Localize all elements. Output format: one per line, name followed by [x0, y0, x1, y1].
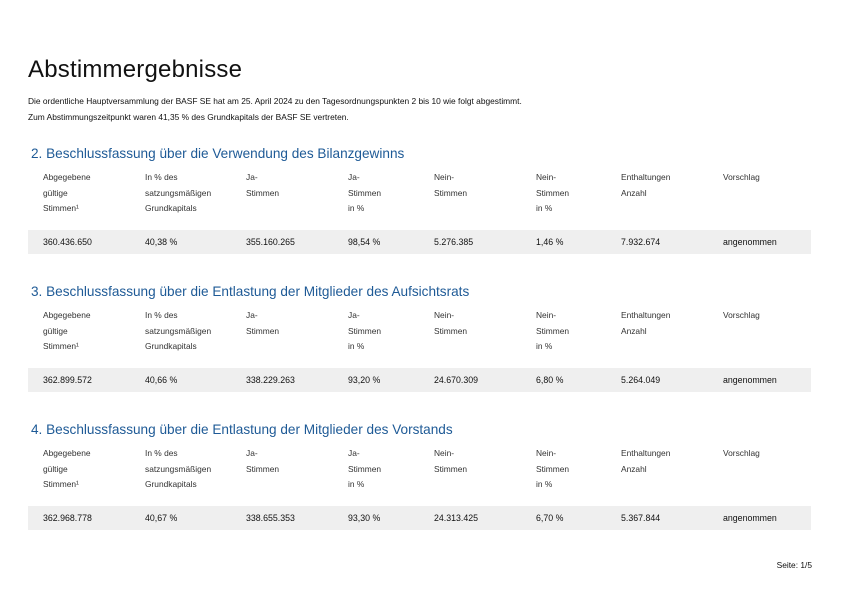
cell-ja-stimmen-prozent: 98,54 % [348, 237, 381, 247]
header-vorschlag: Vorschlag [723, 310, 760, 320]
section-title: 4. Beschlussfassung über die Entlastung der Mitglieder des Vorstands [31, 422, 453, 437]
cell-nein-stimmen-prozent: 6,70 % [536, 513, 564, 523]
header-ja-stimmen-prozent: Ja- Stimmen in % [348, 448, 382, 489]
cell-ja-stimmen-prozent: 93,20 % [348, 375, 381, 385]
cell-grundkapital-prozent: 40,66 % [145, 375, 178, 385]
cell-nein-stimmen: 5.276.385 [434, 237, 474, 247]
intro-text [28, 93, 522, 125]
header-nein-stimmen: Nein- Stimmen [434, 310, 468, 336]
header-ja-stimmen-prozent: Ja- Stimmen in % [348, 310, 382, 351]
header-abgegebene-stimmen: Abgegebene gültige Stimmen¹ [43, 172, 91, 213]
cell-enthaltungen: 7.932.674 [621, 237, 661, 247]
cell-enthaltungen: 5.367.844 [621, 513, 661, 523]
header-grundkapital-prozent: In % des satzungsmäßigen Grundkapitals [145, 448, 212, 489]
table-header-row [28, 308, 811, 368]
header-abgegebene-stimmen: Abgegebene gültige Stimmen¹ [43, 448, 91, 489]
header-nein-stimmen: Nein- Stimmen [434, 172, 468, 198]
section-title: 3. Beschlussfassung über die Entlastung der Mitglieder des Aufsichtsrats [31, 284, 470, 299]
intro-line: Zum Abstimmungszeitpunkt waren 41,35 % des Grundkapitals der BASF SE vertreten. [28, 112, 349, 122]
header-ja-stimmen: Ja- Stimmen [246, 310, 280, 336]
cell-ja-stimmen: 338.229.263 [246, 375, 295, 385]
cell-abgegebene-stimmen: 360.436.650 [43, 237, 92, 247]
cell-grundkapital-prozent: 40,38 % [145, 237, 178, 247]
cell-nein-stimmen: 24.313.425 [434, 513, 479, 523]
page-title: Abstimmergebnisse [28, 56, 243, 83]
header-vorschlag: Vorschlag [723, 172, 760, 182]
header-vorschlag: Vorschlag [723, 448, 760, 458]
header-nein-stimmen-prozent: Nein- Stimmen in % [536, 172, 570, 213]
header-nein-stimmen: Nein- Stimmen [434, 448, 468, 474]
section-verwendung-bilanzgewinn [28, 144, 811, 254]
header-ja-stimmen: Ja- Stimmen [246, 172, 280, 198]
header-grundkapital-prozent: In % des satzungsmäßigen Grundkapitals [145, 310, 212, 351]
cell-nein-stimmen-prozent: 6,80 % [536, 375, 564, 385]
cell-nein-stimmen: 24.670.309 [434, 375, 479, 385]
section-entlastung-vorstand [28, 420, 811, 530]
header-ja-stimmen: Ja- Stimmen [246, 448, 280, 474]
cell-abgegebene-stimmen: 362.899.572 [43, 375, 92, 385]
cell-nein-stimmen-prozent: 1,46 % [536, 237, 564, 247]
table-row [28, 368, 811, 392]
header-enthaltungen: Enthaltungen Anzahl [621, 310, 671, 336]
table-row [28, 230, 811, 254]
header-nein-stimmen-prozent: Nein- Stimmen in % [536, 448, 570, 489]
header-nein-stimmen-prozent: Nein- Stimmen in % [536, 310, 570, 351]
cell-ja-stimmen: 338.655.353 [246, 513, 295, 523]
header-ja-stimmen-prozent: Ja- Stimmen in % [348, 172, 382, 213]
cell-ja-stimmen-prozent: 93,30 % [348, 513, 381, 523]
cell-enthaltungen: 5.264.049 [621, 375, 661, 385]
cell-grundkapital-prozent: 40,67 % [145, 513, 178, 523]
cell-vorschlag: angenommen [723, 375, 777, 385]
header-enthaltungen: Enthaltungen Anzahl [621, 172, 671, 198]
table-row [28, 506, 811, 530]
header-abgegebene-stimmen: Abgegebene gültige Stimmen¹ [43, 310, 91, 351]
intro-line: Die ordentliche Hauptversammlung der BASF SE hat am 25. April 2024 zu den Tagesordnungspunkten 2 bis 10 wie folgt abgestimmt. [28, 96, 522, 106]
cell-ja-stimmen: 355.160.265 [246, 237, 295, 247]
page-number: Seite: 1/5 [776, 560, 812, 570]
section-title: 2. Beschlussfassung über die Verwendung des Bilanzgewinns [31, 146, 405, 161]
cell-vorschlag: angenommen [723, 513, 777, 523]
cell-abgegebene-stimmen: 362.968.778 [43, 513, 92, 523]
cell-vorschlag: angenommen [723, 237, 777, 247]
header-grundkapital-prozent: In % des satzungsmäßigen Grundkapitals [145, 172, 212, 213]
table-header-row [28, 446, 811, 506]
table-header-row [28, 170, 811, 230]
header-enthaltungen: Enthaltungen Anzahl [621, 448, 671, 474]
section-entlastung-aufsichtsrat [28, 282, 811, 392]
